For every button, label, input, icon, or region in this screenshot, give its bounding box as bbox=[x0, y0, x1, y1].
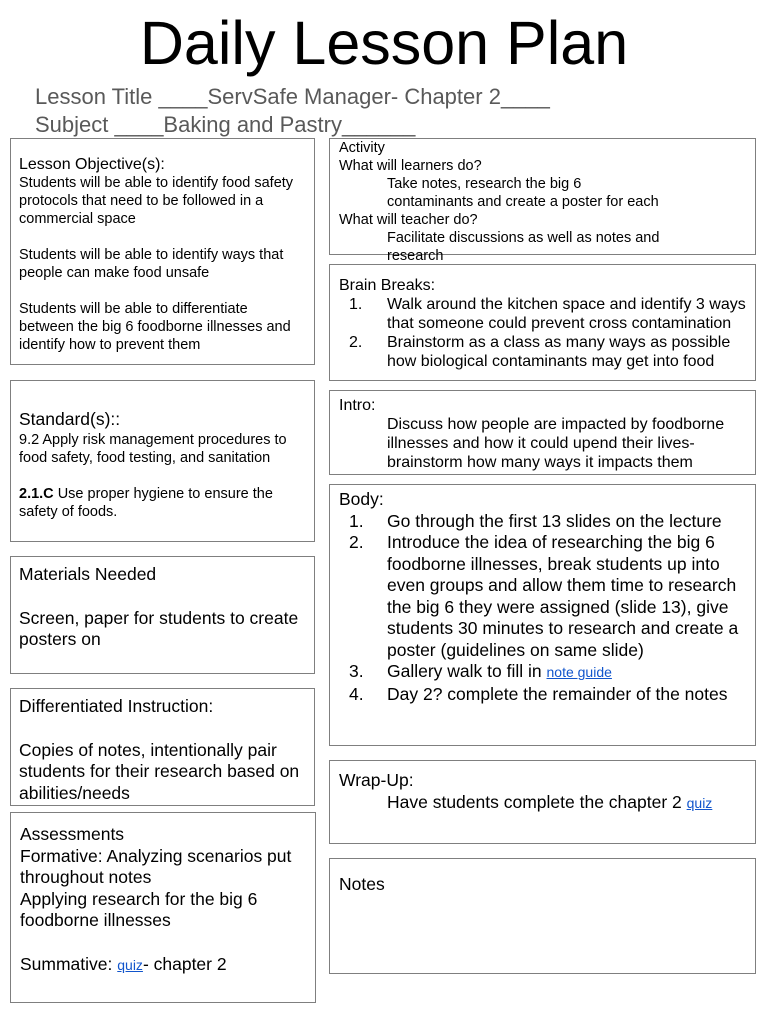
intro-box bbox=[329, 390, 756, 475]
assessments-box bbox=[10, 812, 316, 1003]
standard-2-code: 2.1.C bbox=[19, 485, 54, 502]
wrap-up-text: Have students complete the chapter 2 quiz bbox=[387, 791, 713, 812]
differentiated-box bbox=[10, 688, 315, 806]
brain-break-item: 2. Brainstorm as a class as many ways as possible how biological contaminants may get into food bbox=[349, 334, 731, 370]
objective-1: Students will be able to identify food safety protocols that need to be followed in a commercial space bbox=[19, 175, 294, 227]
body-item: 4. Day 2? complete the remainder of the notes bbox=[349, 683, 728, 704]
summative-rest: - chapter 2 bbox=[142, 953, 227, 974]
learners-question: What will learners do? bbox=[339, 158, 482, 174]
standards-heading: Standard(s):: bbox=[19, 409, 121, 429]
brain-breaks-heading: Brain Breaks: bbox=[339, 277, 436, 294]
teacher-answer: Facilitate discussions as well as notes and research bbox=[387, 230, 660, 264]
activity-box bbox=[329, 138, 756, 264]
notes-box bbox=[329, 858, 756, 974]
objective-2: Students will be able to identify ways that people can make food unsafe bbox=[19, 247, 284, 281]
learners-answer: Take notes, research the big 6 contaminants and create a poster for each bbox=[387, 176, 659, 210]
summative-label: Summative: bbox=[20, 953, 118, 974]
materials-heading: Materials Needed bbox=[19, 564, 157, 584]
wrap-up-heading: Wrap-Up: bbox=[339, 770, 414, 790]
brain-breaks-box bbox=[329, 264, 756, 381]
teacher-question: What will teacher do? bbox=[339, 212, 478, 228]
body-box bbox=[329, 484, 756, 746]
objective-3: Students will be able to differentiate between the big 6 foodborne illnesses and identify how to prevent them bbox=[19, 301, 291, 353]
differentiated-text: Copies of notes, intentionally pair students for their research based on abilities/needs bbox=[19, 739, 300, 803]
applying-text: Applying research for the big 6 foodborne illnesses bbox=[20, 888, 258, 930]
page-title: Daily Lesson Plan bbox=[139, 9, 629, 77]
quiz-link[interactable]: quiz bbox=[117, 956, 143, 973]
formative-text: Formative: Analyzing scenarios put throughout notes bbox=[20, 845, 292, 887]
lesson-title-line: Lesson Title ____ServSafe Manager- Chapter 2____ bbox=[35, 84, 550, 109]
body-heading: Body: bbox=[339, 489, 384, 509]
notes-heading: Notes bbox=[339, 874, 385, 894]
body-item: 3. Gallery walk to fill in note guide bbox=[349, 661, 612, 681]
differentiated-heading: Differentiated Instruction: bbox=[19, 696, 214, 716]
objectives-heading: Lesson Objective(s): bbox=[19, 156, 165, 173]
wrap-up-quiz-link[interactable]: quiz bbox=[686, 794, 713, 811]
summative-line bbox=[20, 954, 306, 977]
body-item: 1. Go through the first 13 slides on the lecture bbox=[349, 510, 722, 531]
activity-heading: Activity bbox=[339, 140, 385, 156]
note-guide-link[interactable]: note guide bbox=[546, 664, 612, 680]
body-item: 2. Introduce the idea of researching the big 6 foodborne illnesses, break students up into even groups and allow them time to research the big 6 they were assigned (slide 13), give students 30 minutes to research and create a poster (guidelines on same slide) bbox=[349, 532, 739, 660]
standard-2-text: Use proper hygiene to ensure the safety of foods. bbox=[19, 485, 273, 520]
objectives-box bbox=[10, 138, 315, 365]
intro-text: Discuss how people are impacted by foodborne illnesses and how it could upend their lives- brainstorm how many ways it impacts them bbox=[387, 416, 725, 471]
standard-1: 9.2 Apply risk management procedures to food safety, food testing, and sanitation bbox=[19, 431, 287, 466]
wrap-up-box bbox=[329, 760, 756, 844]
intro-heading: Intro: bbox=[339, 397, 376, 414]
materials-text: Screen, paper for students to create posters on bbox=[19, 607, 299, 649]
materials-box bbox=[10, 556, 315, 674]
standards-box bbox=[10, 380, 315, 542]
standard-2 bbox=[19, 485, 306, 521]
brain-break-item: 1. Walk around the kitchen space and identify 3 ways that someone could prevent cross contamination bbox=[349, 296, 746, 332]
assessments-heading: Assessments bbox=[20, 824, 125, 844]
subject-line: Subject ____Baking and Pastry______ bbox=[35, 112, 416, 137]
